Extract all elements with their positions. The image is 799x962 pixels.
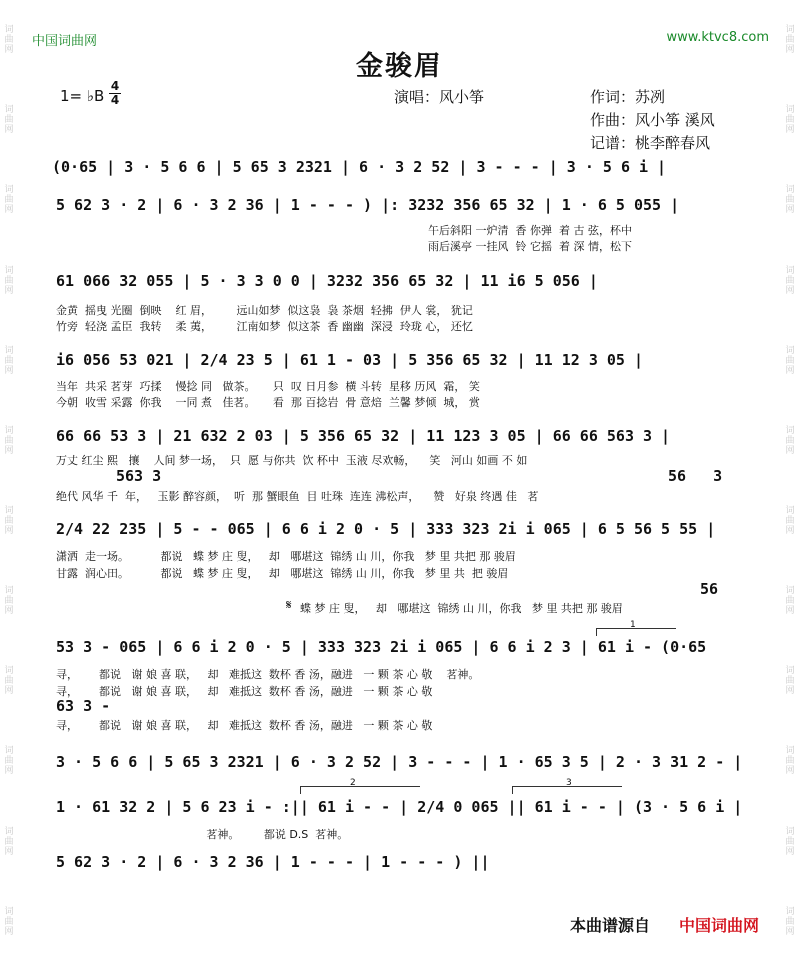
lyric-line-4b: 今朝 收雪 采露 你我 一同 煮 佳茗。 看 那 百捻岩 骨 意焙 兰馨 梦倾 城， 赏: [56, 396, 480, 409]
watermark-unit: 词 曲 网: [4, 345, 14, 376]
lyric-line-3b: 竹旁 轻浇 孟臣 我转 柔 荑， 江南如梦 似这茶 香 幽幽 深浸 玲珑 心， 还忆: [56, 320, 473, 333]
watermark-unit: 词 曲 网: [785, 666, 795, 697]
score-line-5-alt: 563 3: [116, 467, 162, 485]
score-line-5-alt2: 56 3: [668, 467, 723, 485]
score-line-4: i6 056 53 021 | 2/4 23 5 | 61 1 - 03 | 5 356 65 32 | 11 12 3 05 |: [56, 351, 643, 369]
watermark-unit: 词 曲 网: [4, 105, 14, 136]
watermark-unit: 词 曲 网: [4, 425, 14, 456]
time-signature-bottom: 4: [110, 93, 120, 107]
lyric-line-9: 茗神。 都说 D.S 茗神。: [56, 828, 349, 841]
footer-source-label: 本曲谱源自: [570, 916, 651, 935]
score-line-7-alt: 63 3 -: [56, 697, 111, 715]
watermark-right: [782, 0, 798, 962]
lyric-line-4a: 当年 共采 茗芽 巧揉 慢捻 同 做茶。 只 叹 日月参 横 斗转 星移 历风 霜， 笑: [56, 380, 480, 393]
transcriber-credit: 记谱：桃李醉春风: [590, 134, 711, 152]
score-line-6: 2/4 22 235 | 5 - - 065 | 6 6 i 2 0 · 5 | 333 323 2i i 065 | 6 5 56 5 55 |: [56, 520, 716, 538]
lyric-line-5b: 绝代 风华 千 年， 玉影 醉容颜， 听 那 蟹眼鱼 目 吐珠 连连 沸松声， 赞 好泉 终遇 佳 茗: [56, 490, 539, 503]
score-line-3: 61 066 32 055 | 5 · 3 3 0 0 | 3232 356 65 32 | 11 i6 5 056 |: [56, 272, 598, 290]
watermark-unit: 词 曲 网: [4, 666, 14, 697]
lyric-line-6b: 甘露 润心田。 都说 蝶 梦 庄 叟， 却 哪堪这 锦绣 山 川，你我 梦 里 共 把 骏眉: [56, 567, 509, 580]
lyric-line-2b: 雨后溪亭 一挂风 铃 它摇 着 深 情，松下: [428, 240, 632, 253]
score-line-1: (0·65 | 3 · 5 6 6 | 5 65 3 2321 | 6 · 3 2 52 | 3 - - - | 3 · 5 6 i |: [52, 158, 667, 176]
watermark-unit: 词 曲 网: [785, 586, 795, 617]
lyric-line-7a: 寻， 都说 谢 娘 喜 联， 却 难抵这 数杯 香 汤，融进 一 颗 茶 心 敬 茗神。: [56, 668, 480, 681]
watermark-unit: 词 曲 网: [4, 586, 14, 617]
score-line-6-alt: 56: [700, 580, 719, 598]
lyric-line-7c: 寻， 都说 谢 娘 喜 联， 却 难抵这 数杯 香 汤，融进 一 颗 茶 心 敬: [56, 719, 433, 732]
lyric-line-6c: 蝶 梦 庄 叟， 却 哪堪这 锦绣 山 川，你我 梦 里 共把 那 骏眉: [300, 602, 623, 615]
watermark-unit: 词 曲 网: [4, 185, 14, 216]
lyric-line-6a: 潇洒 走一场。 都说 蝶 梦 庄 叟， 却 哪堪这 锦绣 山 川，你我 梦 里 共把 那 骏眉: [56, 550, 516, 563]
watermark-unit: 词 曲 网: [785, 746, 795, 777]
watermark-unit: 词 曲 网: [785, 185, 795, 216]
volta-number-2: 2: [350, 778, 356, 788]
score-line-2: 5 62 3 · 2 | 6 · 3 2 36 | 1 - - - ) |: 3232 356 65 32 | 1 · 6 5 055 |: [56, 196, 680, 214]
volta-number-3: 3: [566, 778, 572, 788]
lyric-line-7b: 寻， 都说 谢 娘 喜 联， 却 难抵这 数杯 香 汤，融进 一 颗 茶 心 敬: [56, 685, 433, 698]
lyric-line-2a: 午后斜阳 一炉清 香 你弹 着 古 弦，杯中: [428, 224, 632, 237]
watermark-unit: 词 曲 网: [4, 826, 14, 857]
composer-credit: 作曲：风小筝 溪风: [590, 111, 715, 129]
watermark-unit: 词 曲 网: [785, 906, 795, 937]
watermark-unit: 词 曲 网: [4, 506, 14, 537]
score-line-10: 5 62 3 · 2 | 6 · 3 2 36 | 1 - - - | 1 - - - ) ||: [56, 853, 490, 871]
watermark-unit: 词 曲 网: [4, 25, 14, 56]
watermark-unit: 词 曲 网: [4, 265, 14, 296]
volta-bracket-2: [300, 786, 420, 787]
site-url-link[interactable]: www.ktvc8.com: [666, 30, 769, 45]
footer-brand-link[interactable]: 中国词曲网: [679, 916, 760, 935]
watermark-unit: 词 曲 网: [785, 345, 795, 376]
watermark-unit: 词 曲 网: [785, 826, 795, 857]
watermark-unit: 词 曲 网: [4, 746, 14, 777]
lyric-line-5a: 万丈 红尘 熙 攘 人间 梦一场， 只 愿 与你共 饮 杯中 玉液 尽欢畅， 笑 河山 如画 不 如: [56, 454, 528, 467]
volta-bracket-1-tick: [596, 628, 597, 636]
watermark-unit: 词 曲 网: [785, 105, 795, 136]
time-signature-top: 4: [110, 79, 120, 93]
singer-credit: 演唱：风小筝: [394, 88, 485, 106]
watermark-unit: 词 曲 网: [785, 265, 795, 296]
watermark-unit: 词 曲 网: [4, 906, 14, 937]
score-line-5: 66 66 53 3 | 21 632 2 03 | 5 356 65 32 | 11 123 3 05 | 66 66 563 3 |: [56, 427, 671, 445]
site-name-link[interactable]: 中国词曲网: [32, 34, 98, 49]
watermark-unit: 词 曲 网: [785, 25, 795, 56]
volta-bracket-2-tick: [300, 786, 301, 794]
lyricist-credit: 作词：苏冽: [590, 88, 666, 106]
volta-number-1: 1: [630, 620, 636, 630]
time-signature: [109, 80, 121, 107]
watermark-unit: 词 曲 网: [785, 425, 795, 456]
watermark-left: [1, 0, 17, 962]
segno-mark: 𝄋: [286, 598, 292, 613]
volta-bracket-1: [596, 628, 676, 629]
score-line-9: 1 · 61 32 2 | 5 6 23 i - :|| 61 i - - | 2/4 0 065 || 61 i - - | (3 · 5 6 i |: [56, 798, 743, 816]
lyric-line-3a: 金黄 摇曳 光圈 倒映 红 眉， 远山如梦 似这袅 袅 茶烟 轻拂 伊人 裳， 犹记: [56, 304, 473, 317]
volta-bracket-3-tick: [512, 786, 513, 794]
score-line-7: 53 3 - 065 | 6 6 i 2 0 · 5 | 333 323 2i i 065 | 6 6 i 2 3 | 61 i - (0·65: [56, 638, 707, 656]
watermark-unit: 词 曲 网: [785, 506, 795, 537]
song-title: 金骏眉: [356, 51, 443, 82]
score-line-8: 3 · 5 6 6 | 5 65 3 2321 | 6 · 3 2 52 | 3 - - - | 1 · 65 3 5 | 2 · 3 31 2 - |: [56, 753, 743, 771]
key-signature: 1= ♭B: [60, 87, 105, 105]
